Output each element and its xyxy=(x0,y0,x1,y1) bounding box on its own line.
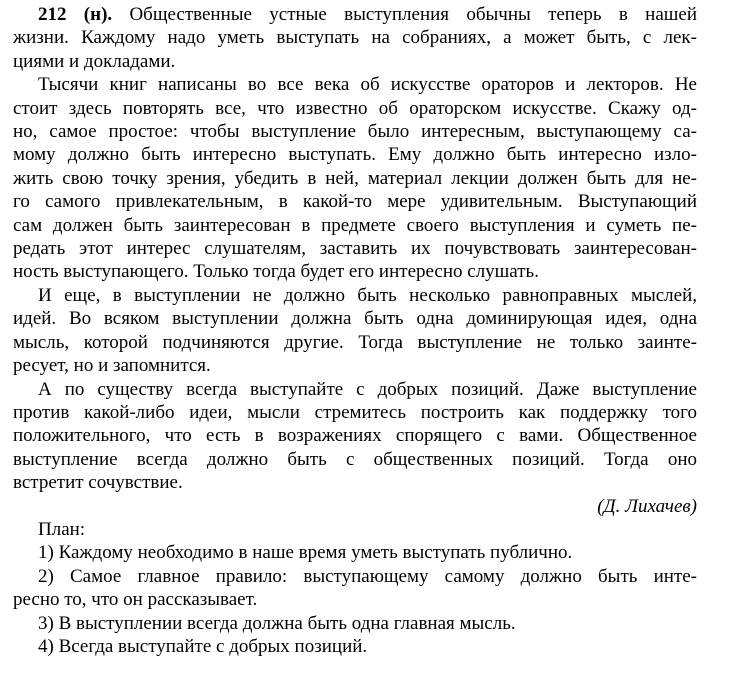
text-line: Тысячи книг написаны во все века об искусстве ораторов и лекторов. Не xyxy=(38,74,697,96)
exercise-number: 212 (н). xyxy=(38,4,113,25)
plan-item: 4) Всегда выступайте с добрых позиций. xyxy=(38,635,368,657)
text-line: положительного, что есть в возражениях спорящего с вами. Общественное xyxy=(13,425,697,447)
text-line: ресует, но и запомнится. xyxy=(13,355,211,377)
text-line: сам должен быть заинтересован в предмете своего выступления и суметь пе- xyxy=(13,214,697,236)
text-line: жизни. Каждому надо уметь выступать на собраниях, а может быть, с лек- xyxy=(13,27,697,49)
plan-item: 1) Каждому необходимо в наше время уметь выступать публично. xyxy=(38,542,573,564)
text-line: редать этот интерес слушателям, заставить их почувствовать заинтересован- xyxy=(13,238,697,260)
text-line: выступление всегда должно быть с общественных позиций. Тогда оно xyxy=(13,448,697,470)
text-line: встретит сочувствие. xyxy=(13,472,183,494)
text-line: стоит здесь повторять все, что известно об ораторском искусстве. Скажу од- xyxy=(13,97,697,119)
text-line-content: Общественные устные выступления обычны теперь в нашей xyxy=(112,4,697,25)
text-line: против какой-либо идеи, мысли стремитесь построить как поддержку того xyxy=(13,401,697,423)
plan-heading: План: xyxy=(38,518,86,540)
text-line xyxy=(13,3,697,26)
textbook-page xyxy=(13,3,697,658)
text-line: го самого привлекательным, в какой-то мере удивительным. Выступающий xyxy=(13,191,697,213)
text-line: мысль, которой подчиняются другие. Тогда выступление не только заинте- xyxy=(13,331,697,353)
plan-item-continuation: ресно то, что он рассказывает. xyxy=(13,589,258,611)
text-line: мому должно быть интересно выступать. Ему должно быть интересно изло- xyxy=(13,144,697,166)
plan-item: 3) В выступлении всегда должна быть одна главная мысль. xyxy=(38,612,516,634)
text-line: жить свою точку зрения, убедить в ней, материал лекции должен быть для не- xyxy=(13,167,697,189)
plan-item: 2) Самое главное правило: выступающему самому должно быть инте- xyxy=(38,565,697,587)
text-line: идей. Во всяком выступлении должна быть одна доминирующая идея, одна xyxy=(13,308,697,330)
text-line: но, самое простое: чтобы выступление было интересным, выступающему са- xyxy=(13,121,697,143)
text-line: циями и докладами. xyxy=(13,50,176,72)
text-line: И еще, в выступлении не должно быть несколько равноправных мыслей, xyxy=(38,284,697,306)
text-line: ность выступающего. Только тогда будет его интересно слушать. xyxy=(13,261,539,283)
author-attribution: (Д. Лихачев) xyxy=(597,495,697,517)
text-line: А по существу всегда выступайте с добрых позиций. Даже выступление xyxy=(38,378,697,400)
